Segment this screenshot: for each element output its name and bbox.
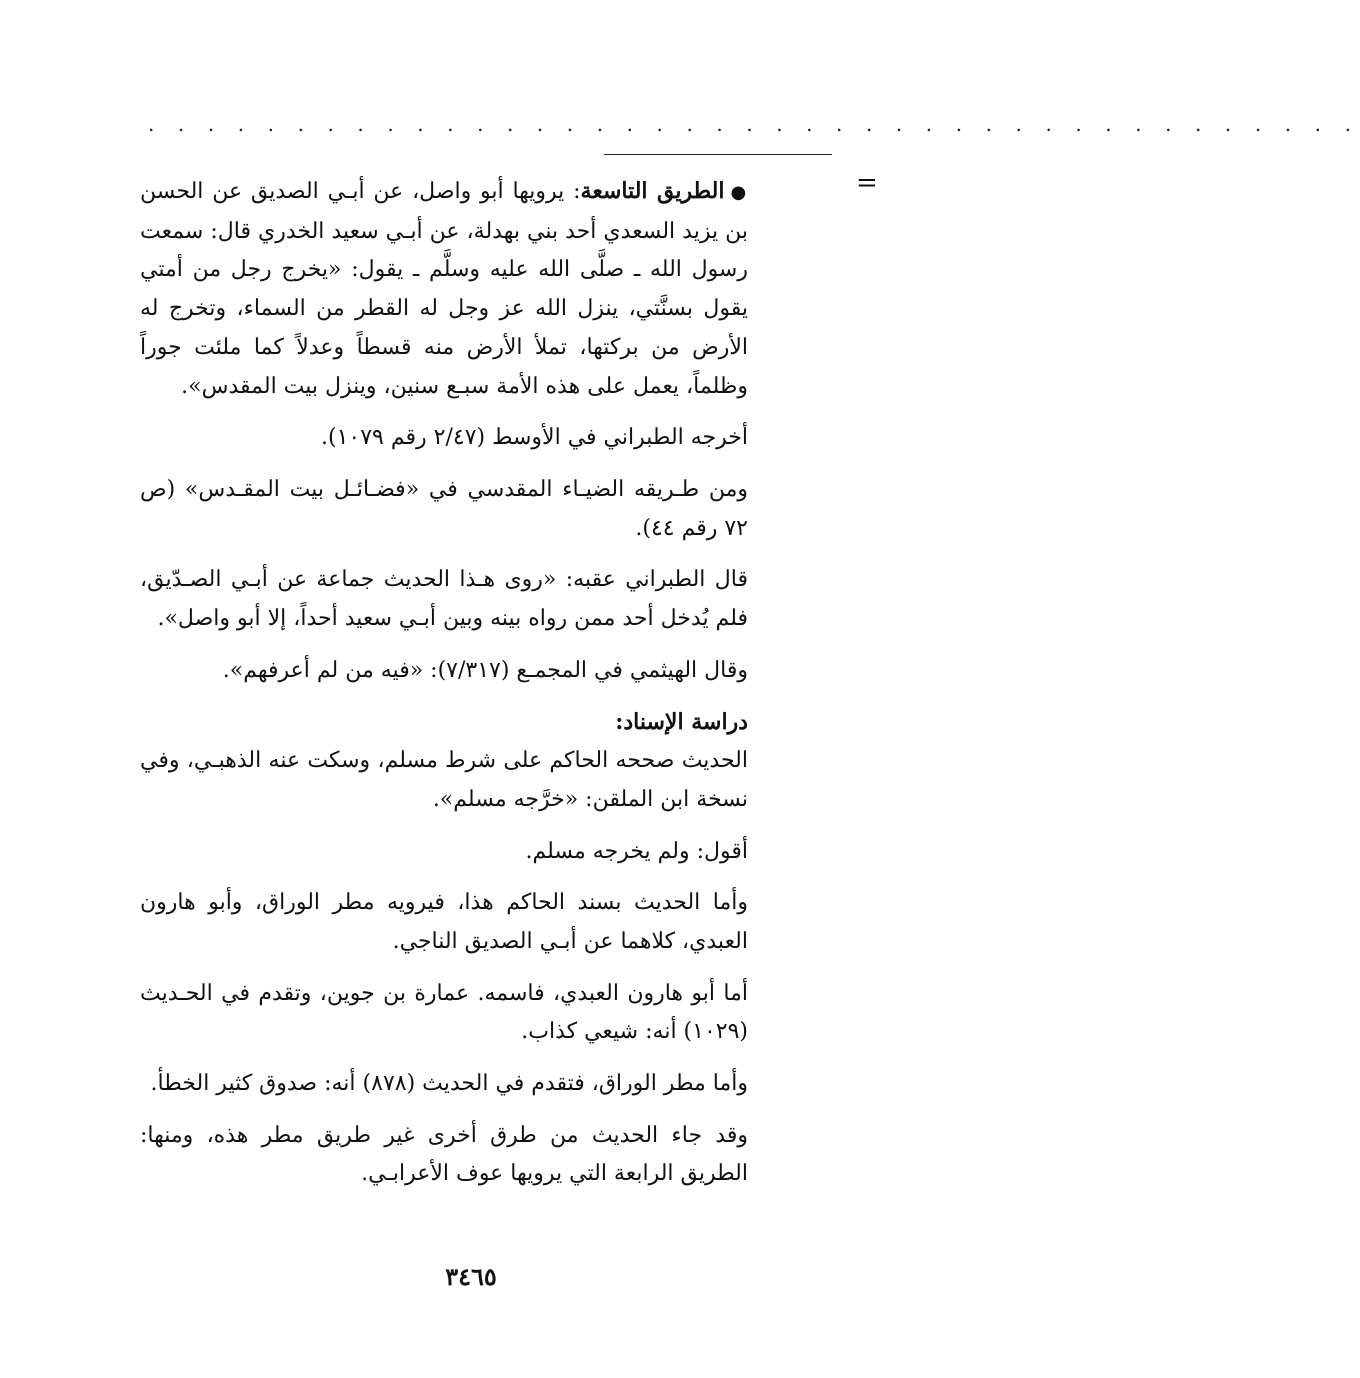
paragraph-haythami: وقال الهيثمي في المجمـع (٧/٣١٧): «فيه من لم أعرفهم». — [222, 657, 748, 683]
bullet-icon: ● — [730, 182, 748, 203]
paragraph-diya: ومن طـريقه الضيـاء المقدسي في «فضـائـل بيت المقـدس» (ص ٧٢ رقم ٤٤). — [140, 476, 748, 541]
paragraph-ninth-route — [140, 172, 748, 406]
route-title: الطريق التاسعة — [580, 178, 725, 204]
paragraph-other-routes: وقد جاء الحديث من طرق أخرى غير طريق مطر هذه، ومنها: الطريق الرابعة التي يرويها عوف الأعرابـي. — [140, 1122, 748, 1187]
margin-mark: = — [856, 168, 878, 198]
paragraph-tabarani-comment: قال الطبراني عقبه: «روى هـذا الحديث جماعة عن أبـي الصـدّيق، فلم يُدخل أحد ممن رواه بينه وبين أبـي سعيد أحداً، إلا أبو واصل». — [140, 567, 748, 632]
route-text: : يرويها أبو واصل، عن أبـي الصديق عن الحسن بن يزيد السعدي أحد بني بهدلة، عن أبـي سعيد الخدري قال: سمعت رسول الله ـ صلَّى الله عليه وسلَّم ـ يقول: «يخرج رجل من أمتي يقول بسنَّتي، ينزل الله عز وجل له القطر من السماء، وتخرج له الأرض من بركتها، تملأ الأرض منه قسطاً وعدلاً كما ملئت جوراً وظلماً، يعمل على هذه الأمة سبـع سنين، وينزل بيت المقدس». — [140, 179, 748, 399]
paragraph-hakim: الحديث صححه الحاكم على شرط مسلم، وسكت عنه الذهبـي، وفي نسخة ابن الملقن: «خرَّجه مسلم». — [140, 748, 748, 812]
paragraph-sanad: وأما الحديث بسند الحاكم هذا، فيرويه مطر الوراق، وأبو هارون العبدي، كلاهما عن أبـي الصديق الناجي. — [140, 890, 748, 954]
separator-dots: . . . . . . . . . . . . . . . . . . . . . . . . . . . . . . . . . . . . . . . . . — [148, 112, 1360, 136]
paragraph-matar: وأما مطر الوراق، فتقدم في الحديث (٨٧٨) أنه: صدوق كثير الخطأ. — [150, 1071, 748, 1097]
section-heading: دراسة الإسناد: — [615, 709, 748, 736]
page-number: ٣٤٦٥ — [445, 1262, 497, 1291]
header-rule — [604, 154, 832, 155]
paragraph-aqul: أقول: ولم يخرجه مسلم. — [525, 838, 748, 864]
paragraph-abu-harun: أما أبو هارون العبدي، فاسمه. عمارة بن جوين، وتقدم في الحـديث (١٠٢٩) أنه: شيعي كذاب. — [140, 980, 748, 1045]
main-text — [140, 172, 748, 1207]
paragraph-takhrij: أخرجه الطبراني في الأوسط (٢/٤٧ رقم ١٠٧٩). — [321, 425, 748, 451]
